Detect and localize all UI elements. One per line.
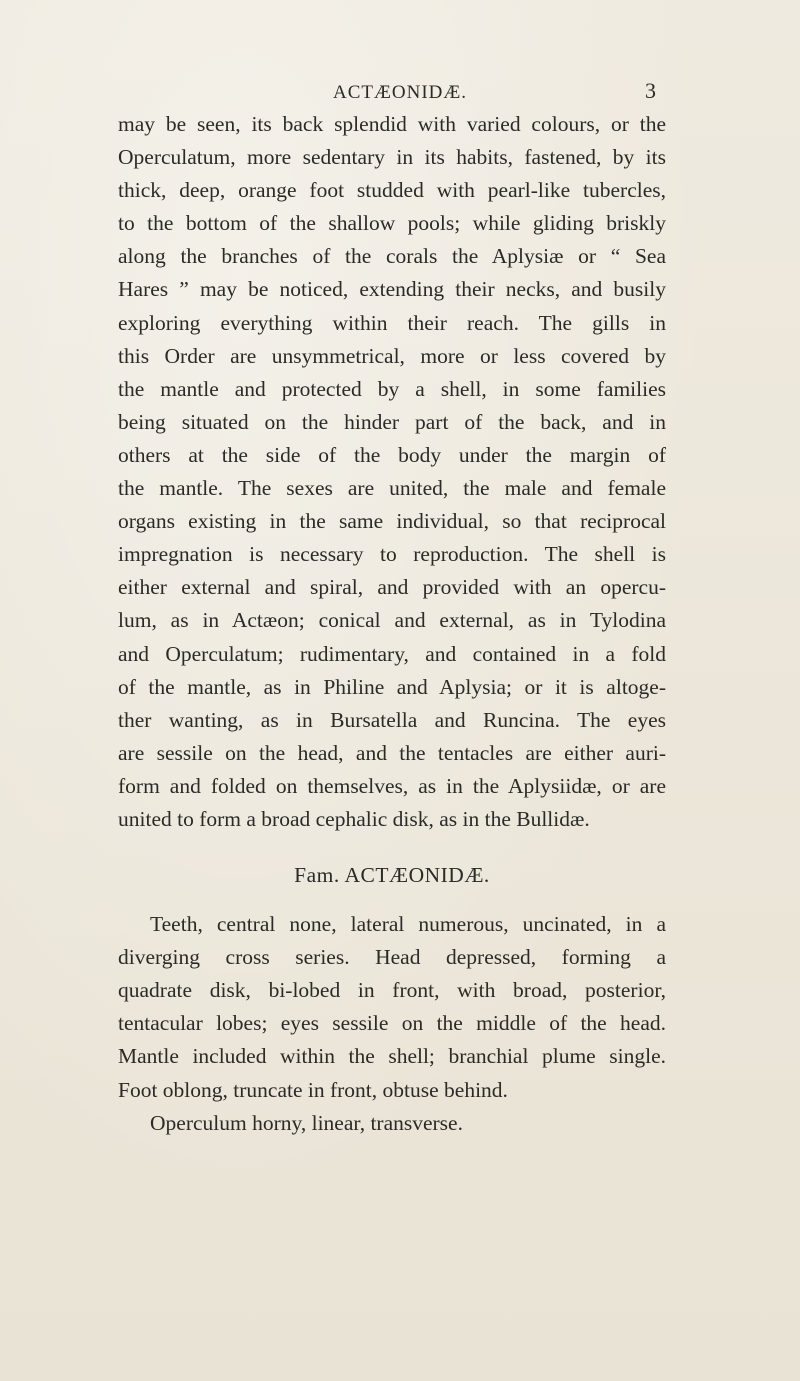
text-line: to the bottom of the shallow pools; while gliding briskly [118,211,666,236]
text-line: may be seen, its back splendid with varied colours, or the [118,112,666,136]
text-line: Hares ” may be noticed, extending their necks, and busily [118,277,666,302]
text-line: lum, as in Actæon; conical and external, as in Tylodina [118,608,666,633]
text-line: ther wanting, as in Bursatella and Runcina. The eyes [118,707,666,732]
running-head [0,78,800,108]
text-line: impregnation is necessary to reproduction. The shell is [118,542,666,567]
section-heading: Fam. ACTÆONIDÆ. [294,863,490,888]
text-line: thick, deep, orange foot studded with pearl-like tubercles, [118,178,666,203]
page-number: 3 [645,78,656,103]
text-line: the mantle. The sexes are united, the male and female [118,476,666,501]
text-line: Mantle included within the shell; branchial plume single. [118,1044,666,1069]
text-line: of the mantle, as in Philine and Aplysia; or it is altoge- [118,674,666,699]
text-line: tentacular lobes; eyes sessile on the middle of the head. [118,1011,666,1036]
text-line: Operculatum, more sedentary in its habits, fastened, by its [118,145,666,170]
body-text [118,108,666,1140]
text-line: either external and spiral, and provided with an opercu- [118,575,666,600]
paragraph-2 [118,908,666,1140]
text-line: Foot oblong, truncate in front, obtuse behind. [118,1077,508,1102]
text-line: and Operculatum; rudimentary, and contained in a fold [118,641,666,666]
text-line: united to form a broad cephalic disk, as in the Bullidæ. [118,806,590,831]
text-line: Teeth, central none, lateral numerous, uncinated, in a [150,912,666,937]
running-title: ACTÆONIDÆ. [332,82,468,103]
text-line: quadrate disk, bi-lobed in front, with broad, posterior, [118,978,666,1003]
text-line: exploring everything within their reach. The gills in [118,310,666,335]
text-line: this Order are unsymmetrical, more or less covered by [118,343,666,368]
text-line: Operculum horny, linear, transverse. [150,1110,463,1135]
paragraph-1 [118,108,666,836]
text-line: the mantle and protected by a shell, in some families [118,376,666,401]
text-line: being situated on the hinder part of the back, and in [118,409,666,434]
text-line: others at the side of the body under the margin of [118,442,666,467]
text-line: diverging cross series. Head depressed, forming a [118,945,666,970]
text-line: are sessile on the head, and the tentacles are either auri- [118,740,666,765]
text-line: organs existing in the same individual, so that reciprocal [118,509,666,534]
text-line: form and folded on themselves, as in the Aplysiidæ, or are [118,773,666,798]
text-line: along the branches of the corals the Aplysiæ or “ Sea [118,244,666,269]
